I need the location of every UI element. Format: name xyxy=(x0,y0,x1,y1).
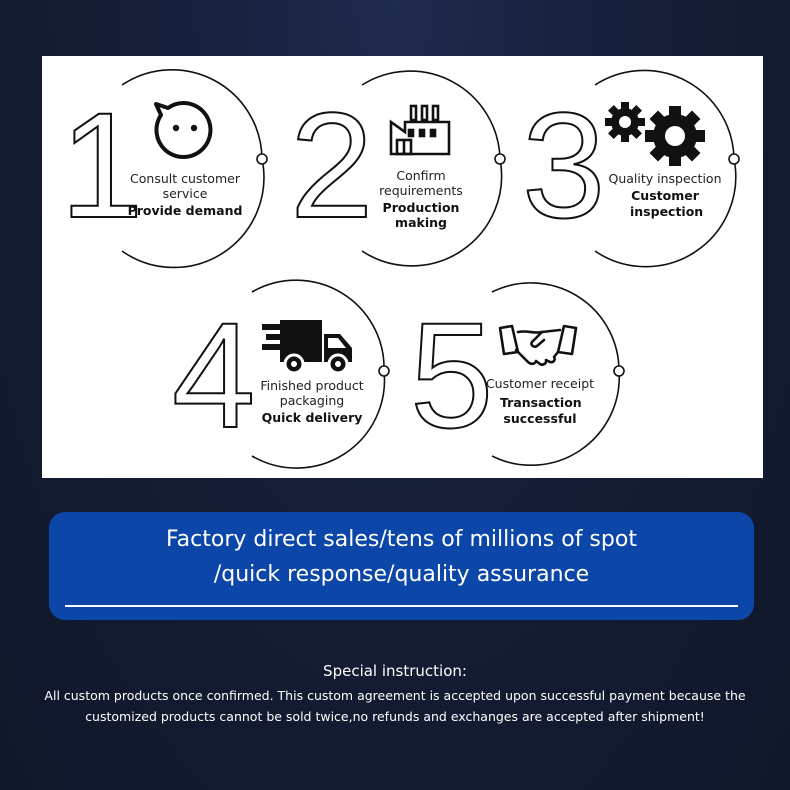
note-line-1: All custom products once confirmed. This custom agreement is accepted upon successful payment because the xyxy=(44,688,746,703)
note-title: Special instruction: xyxy=(323,662,467,680)
handshake-icon xyxy=(498,322,578,368)
step-3-line1: Quality inspection xyxy=(608,171,722,186)
step-5-arc xyxy=(492,283,619,465)
banner-line-2: /quick response/quality assurance xyxy=(213,562,590,587)
step-1-text xyxy=(120,171,250,218)
step-4-text xyxy=(252,378,372,425)
step-1-number: 1 xyxy=(60,81,144,249)
step-5-number: 5 xyxy=(410,291,494,459)
chat-face-icon xyxy=(152,98,216,160)
step-5-line2: Transaction successful xyxy=(500,395,582,426)
step-2-dot xyxy=(495,154,505,164)
step-3-number: 3 xyxy=(522,81,606,249)
step-1-line2: Provide demand xyxy=(127,202,243,218)
step-4-arc xyxy=(252,280,384,468)
note-line-2: customized products cannot be sold twice,no refunds and exchanges are accepted after shipment! xyxy=(85,709,705,724)
step-2-line2: Production making xyxy=(382,199,460,230)
process-panel xyxy=(42,56,763,478)
banner-text xyxy=(49,522,754,592)
step-3-arc xyxy=(595,70,736,266)
gears-icon xyxy=(605,102,709,166)
step-5-line1: Customer receipt xyxy=(485,376,595,391)
step-3-dot xyxy=(729,154,739,164)
step-1-line1: Consult customer service xyxy=(130,171,240,202)
step-4-number: 4 xyxy=(172,291,256,459)
step-4-line1: Finished product packaging xyxy=(260,378,364,409)
promo-banner xyxy=(49,512,754,620)
step-4-dot xyxy=(379,366,389,376)
step-2-text xyxy=(360,168,482,230)
factory-icon xyxy=(389,104,451,156)
delivery-truck-icon xyxy=(260,318,354,374)
step-5-text xyxy=(482,376,598,426)
step-4-line2: Quick delivery xyxy=(261,409,363,425)
banner-line-1: Factory direct sales/tens of millions of spot xyxy=(166,527,637,552)
banner-underline xyxy=(65,605,738,607)
step-5-dot xyxy=(614,366,624,376)
step-2-number: 2 xyxy=(290,81,374,249)
step-1-dot xyxy=(257,154,267,164)
step-3-text xyxy=(602,171,728,219)
step-3-line2: Customer inspection xyxy=(630,188,704,219)
step-2-line1: Confirm requirements xyxy=(379,168,463,199)
note-body xyxy=(40,685,750,727)
